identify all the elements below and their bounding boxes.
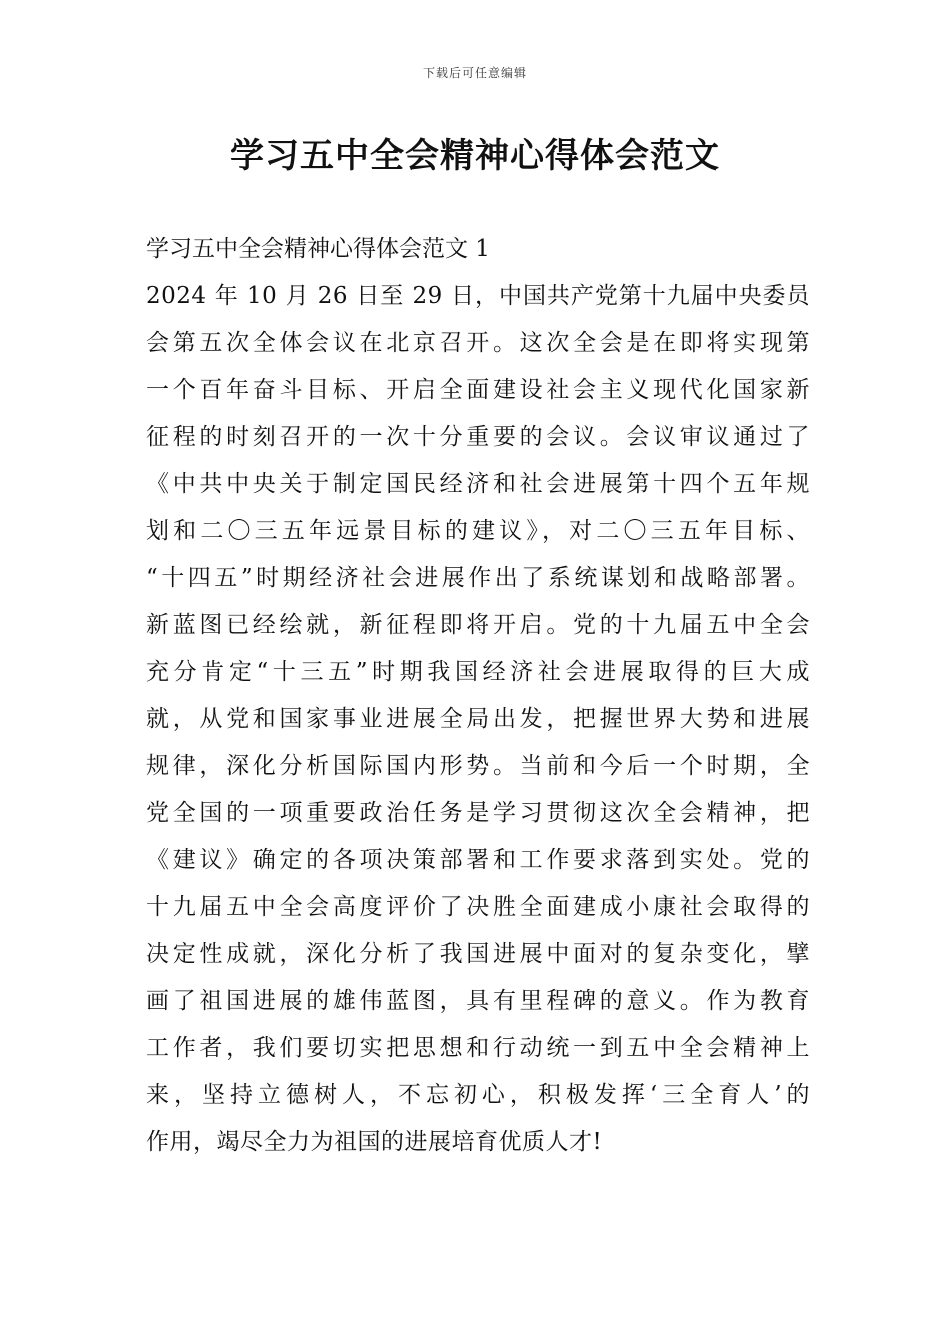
body-line: 决定性成就，深化分析了我国进展中面对的复杂变化，擘	[146, 941, 810, 967]
body-line: 一个百年奋斗目标、开启全面建设社会主义现代化国家新	[146, 377, 810, 403]
body-line: 2024 年 10 月 26 日至 29 日，中国共产党第十九届中央委员	[146, 283, 810, 309]
body-line: 作用，竭尽全力为祖国的进展培育优质人才!	[146, 1129, 603, 1155]
body-line: 划和二〇三五年远景目标的建议》，对二〇三五年目标、	[146, 518, 810, 544]
body-line: 画了祖国进展的雄伟蓝图，具有里程碑的意义。作为教育	[146, 988, 810, 1014]
body-line: 党全国的一项重要政治任务是学习贯彻这次全会精神，把	[146, 800, 810, 826]
section-heading: 学习五中全会精神心得体会范文 1	[146, 236, 490, 262]
body-line: 会第五次全体会议在北京召开。这次全会是在即将实现第	[146, 330, 810, 356]
body-line: 就，从党和国家事业进展全局出发，把握世界大势和进展	[146, 706, 810, 732]
body-line: 《中共中央关于制定国民经济和社会进展第十四个五年规	[146, 471, 810, 497]
body-line: “十四五”时期经济社会进展作出了系统谋划和战略部署。	[146, 565, 810, 591]
body-line: 《建议》确定的各项决策部署和工作要求落到实处。党的	[146, 847, 810, 873]
download-note: 下载后可任意编辑	[422, 66, 527, 80]
document-body	[146, 226, 810, 1166]
body-line: 工作者，我们要切实把思想和行动统一到五中全会精神上	[146, 1035, 810, 1061]
body-line: 规律，深化分析国际国内形势。当前和今后一个时期，全	[146, 753, 810, 779]
document-title: 学习五中全会精神心得体会范文	[230, 136, 720, 176]
body-line: 来，坚持立德树人，不忘初心，积极发挥‘三全育人’的	[146, 1082, 810, 1108]
body-line: 充分肯定“十三五”时期我国经济社会进展取得的巨大成	[146, 659, 810, 685]
body-line: 新蓝图已经绘就，新征程即将开启。党的十九届五中全会	[146, 612, 810, 638]
body-line: 征程的时刻召开的一次十分重要的会议。会议审议通过了	[146, 424, 810, 450]
body-line: 十九届五中全会高度评价了决胜全面建成小康社会取得的	[146, 894, 810, 920]
